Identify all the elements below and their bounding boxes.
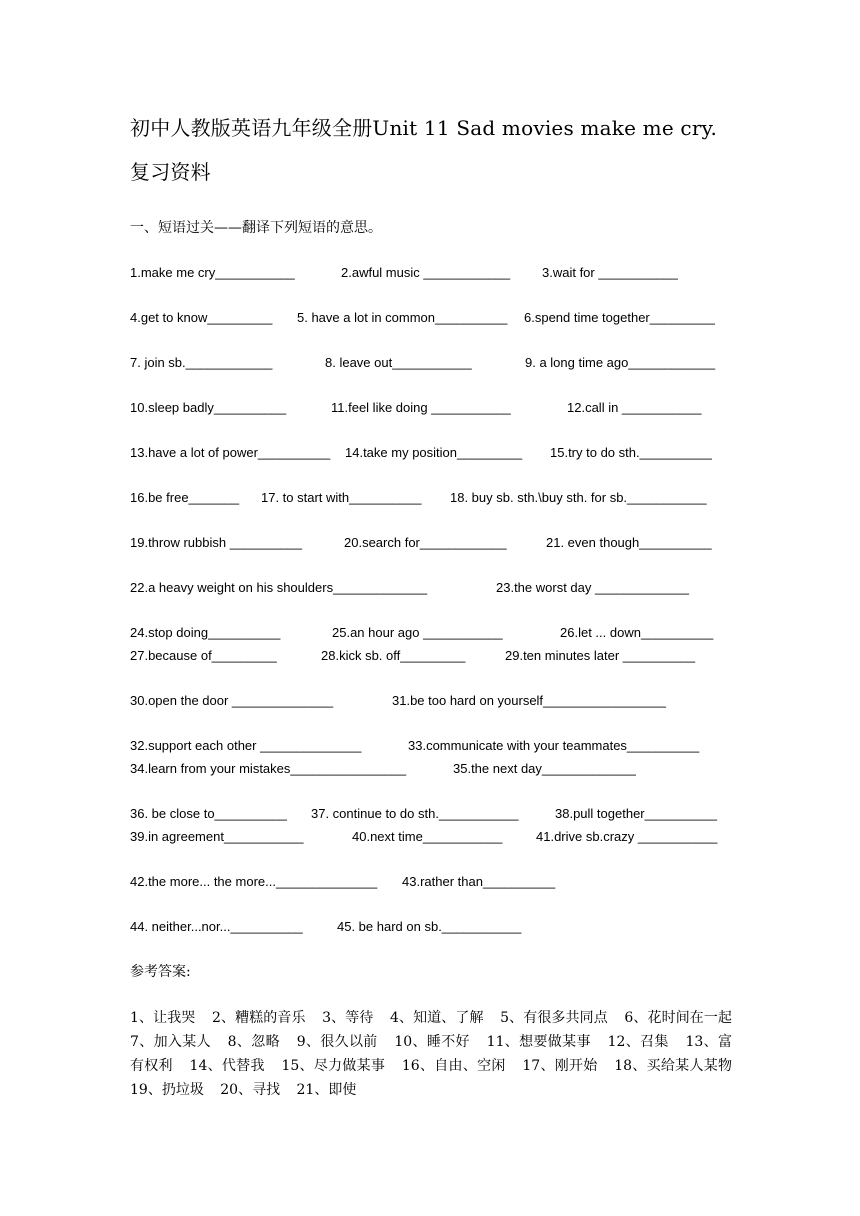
phrase-item: 38.pull together__________ bbox=[555, 806, 717, 821]
phrase-item: 32.support each other ______________ bbox=[130, 738, 362, 753]
phrase-item: 42.the more... the more...______________ bbox=[130, 874, 378, 889]
phrase-item: 11.feel like doing ___________ bbox=[331, 400, 511, 415]
phrase-item: 31.be too hard on yourself_________________ bbox=[392, 693, 666, 708]
phrase-item: 4.get to know_________ bbox=[130, 310, 273, 325]
phrase-row bbox=[130, 578, 735, 598]
phrase-item: 30.open the door ______________ bbox=[130, 693, 334, 708]
phrase-row bbox=[130, 308, 735, 328]
phrase-row bbox=[130, 443, 735, 463]
phrase-item: 35.the next day_____________ bbox=[453, 761, 636, 776]
phrase-item: 27.because of_________ bbox=[130, 648, 277, 663]
phrase-item: 25.an hour ago ___________ bbox=[332, 625, 503, 640]
answers-paragraph: 1、让我哭 2、糟糕的音乐 3、等待 4、知道、了解 5、有很多共同点 6、花时间在一起 7、加入某人 8、忽略 9、很久以前 10、睡不好 11、想要做某事 12、召集 13、富有权利 14、代替我 15、尽力做某事 16、自由、空闲 17、刚开始 18、买给某人某物 19、扔垃圾 20、寻找 21、即使 bbox=[130, 1010, 732, 1098]
phrase-item: 22.a heavy weight on his shoulders_____________ bbox=[130, 580, 428, 595]
phrase-item: 6.spend time together_________ bbox=[524, 310, 715, 325]
phrase-item: 43.rather than__________ bbox=[402, 874, 556, 889]
phrase-item: 9. a long time ago____________ bbox=[525, 355, 716, 370]
phrase-item: 23.the worst day _____________ bbox=[496, 580, 689, 595]
phrase-item: 36. be close to__________ bbox=[130, 806, 287, 821]
phrase-item: 41.drive sb.crazy ___________ bbox=[536, 829, 718, 844]
phrase-item: 34.learn from your mistakes________________ bbox=[130, 761, 407, 776]
phrase-row bbox=[130, 691, 735, 711]
phrase-row bbox=[130, 872, 735, 892]
phrase-item: 29.ten minutes later __________ bbox=[505, 648, 696, 663]
phrase-item: 44. neither...nor...__________ bbox=[130, 919, 303, 934]
phrase-item: 39.in agreement___________ bbox=[130, 829, 304, 844]
phrase-item: 28.kick sb. off_________ bbox=[321, 648, 466, 663]
phrase-row bbox=[130, 623, 735, 643]
phrase-item: 37. continue to do sth.___________ bbox=[311, 806, 519, 821]
phrase-item: 21. even though__________ bbox=[546, 535, 712, 550]
section-heading: 一、短语过关——翻译下列短语的意思。 bbox=[130, 220, 382, 236]
phrase-item: 13.have a lot of power__________ bbox=[130, 445, 331, 460]
phrase-item: 40.next time___________ bbox=[352, 829, 503, 844]
phrase-item: 24.stop doing__________ bbox=[130, 625, 281, 640]
phrase-item: 2.awful music ____________ bbox=[341, 265, 511, 280]
phrase-item: 1.make me cry___________ bbox=[130, 265, 295, 280]
phrase-item: 16.be free_______ bbox=[130, 490, 240, 505]
phrase-item: 12.call in ___________ bbox=[567, 400, 702, 415]
phrase-item: 20.search for____________ bbox=[344, 535, 507, 550]
document-title: 初中人教版英语九年级全册Unit 11 Sad movies make me cry.复习资料 bbox=[130, 116, 717, 184]
phrase-item: 14.take my position_________ bbox=[345, 445, 523, 460]
phrase-row bbox=[130, 827, 735, 847]
phrase-item: 15.try to do sth.__________ bbox=[550, 445, 712, 460]
phrase-row bbox=[130, 533, 735, 553]
phrase-item: 10.sleep badly__________ bbox=[130, 400, 287, 415]
phrase-item: 3.wait for ___________ bbox=[542, 265, 678, 280]
phrase-row bbox=[130, 736, 735, 756]
phrase-item: 45. be hard on sb.___________ bbox=[337, 919, 522, 934]
answers-heading: 参考答案: bbox=[130, 964, 191, 980]
phrase-row bbox=[130, 353, 735, 373]
phrase-item: 17. to start with__________ bbox=[261, 490, 422, 505]
phrase-item: 33.communicate with your teammates__________ bbox=[408, 738, 700, 753]
phrase-row bbox=[130, 804, 735, 824]
phrase-row bbox=[130, 263, 735, 283]
phrase-item: 7. join sb.____________ bbox=[130, 355, 273, 370]
phrase-item: 18. buy sb. sth.\buy sth. for sb.___________ bbox=[450, 490, 707, 505]
phrase-row bbox=[130, 917, 735, 937]
phrase-item: 8. leave out___________ bbox=[325, 355, 472, 370]
phrase-item: 5. have a lot in common__________ bbox=[297, 310, 508, 325]
phrase-row bbox=[130, 759, 735, 779]
phrase-row bbox=[130, 488, 735, 508]
phrase-row bbox=[130, 398, 735, 418]
phrase-item: 19.throw rubbish __________ bbox=[130, 535, 303, 550]
phrase-row bbox=[130, 646, 735, 666]
phrase-item: 26.let ... down__________ bbox=[560, 625, 714, 640]
